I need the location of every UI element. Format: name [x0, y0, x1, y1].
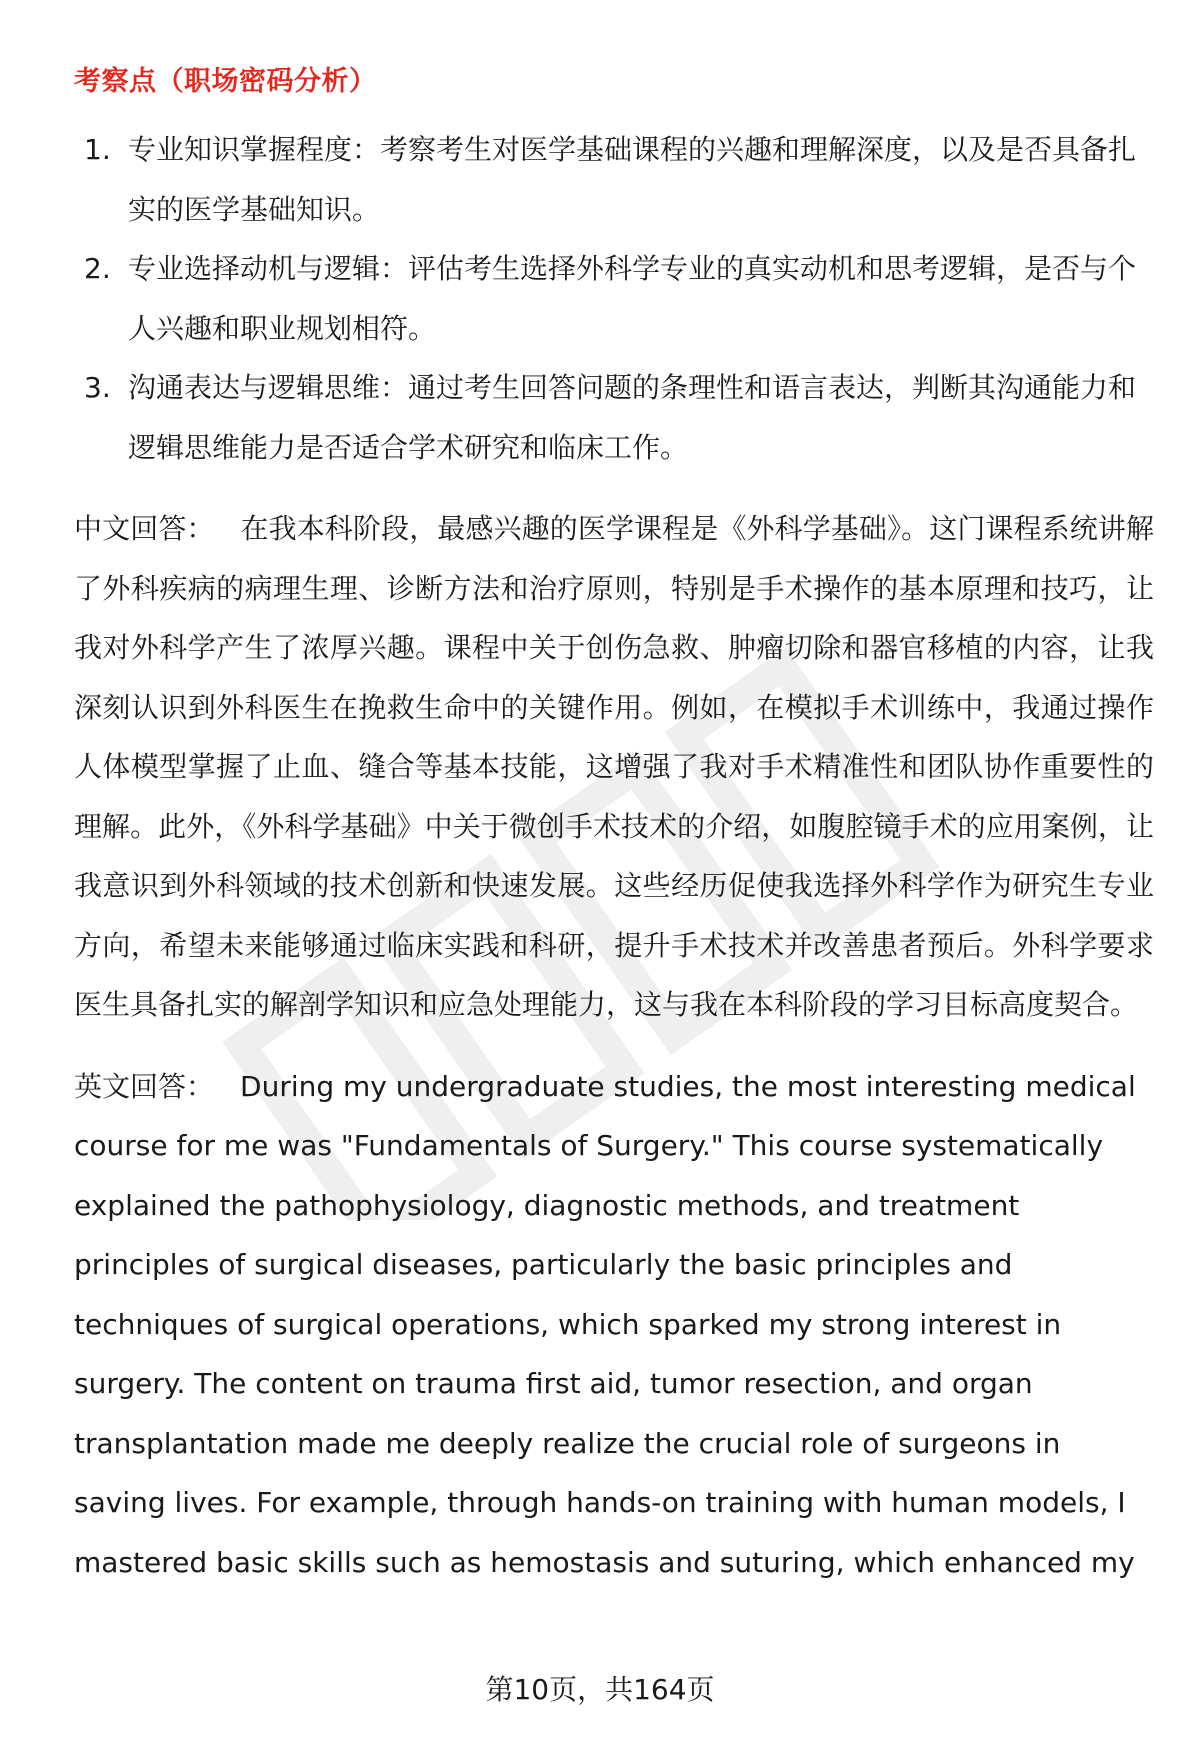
english-answer-paragraph: [74, 1057, 1154, 1593]
list-item-text: 专业选择动机与逻辑：评估考生选择外科学专业的真实动机和思考逻辑，是否与个人兴趣和职业规划相符。: [128, 252, 1137, 345]
list-item-number: 3.: [84, 371, 111, 404]
list-item-text: 专业知识掌握程度：考察考生对医学基础课程的兴趣和理解深度，以及是否具备扎实的医学基础知识。: [128, 133, 1137, 226]
list-item: [74, 120, 1154, 239]
assessment-points-list: [74, 120, 1154, 477]
page-content: [74, 52, 1154, 1592]
chinese-answer-text: 在我本科阶段，最感兴趣的医学课程是《外科学基础》。这门课程系统讲解了外科疾病的病理生理、诊断方法和治疗原则，特别是手术操作的基本原理和技巧，让我对外科学产生了浓厚兴趣。课程中关于创伤急救、肿瘤切除和器官移植的内容，让我深刻认识到外科医生在挽救生命中的关键作用。例如，在模拟手术训练中，我通过操作人体模型掌握了止血、缝合等基本技能，这增强了我对手术精准性和团队协作重要性的理解。此外，《外科学基础》中关于微创手术技术的介绍，如腹腔镜手术的应用案例，让我意识到外科领域的技术创新和快速发展。这些经历促使我选择外科学作为研究生专业方向，希望未来能够通过临床实践和科研，提升手术技术并改善患者预后。外科学要求医生具备扎实的解剖学知识和应急处理能力，这与我在本科阶段的学习目标高度契合。: [74, 512, 1154, 1021]
section-title: 考察点（职场密码分析）: [74, 66, 377, 97]
chinese-answer-paragraph: [74, 499, 1154, 1035]
english-answer-label: 英文回答：: [74, 1069, 215, 1103]
list-item-number: 1.: [84, 133, 111, 166]
chinese-answer-label: 中文回答：: [74, 512, 215, 545]
list-item-text: 沟通表达与逻辑思维：通过考生回答问题的条理性和语言表达，判断其沟通能力和逻辑思维能力是否适合学术研究和临床工作。: [128, 371, 1137, 464]
english-answer-text: During my undergraduate studies, the most interesting medical course for me was "Fundamentals of Surgery." This course systematically explained the pathophysiology, diagnostic methods, and treatment principles of surgical diseases, particularly the basic principles and techniques of surgical operations, which sparked my strong interest in surgery. The content on trauma first aid, tumor resection, and organ transplantation made me deeply realize the crucial role of surgeons in saving lives. For example, through hands-on training with human models, I mastered basic skills such as hemostasis and suturing, which enhanced my: [74, 1069, 1136, 1579]
page-number-footer: 第10页，共164页: [485, 1673, 715, 1706]
list-item: [74, 358, 1154, 477]
list-item: [74, 239, 1154, 358]
list-item-number: 2.: [84, 252, 111, 285]
